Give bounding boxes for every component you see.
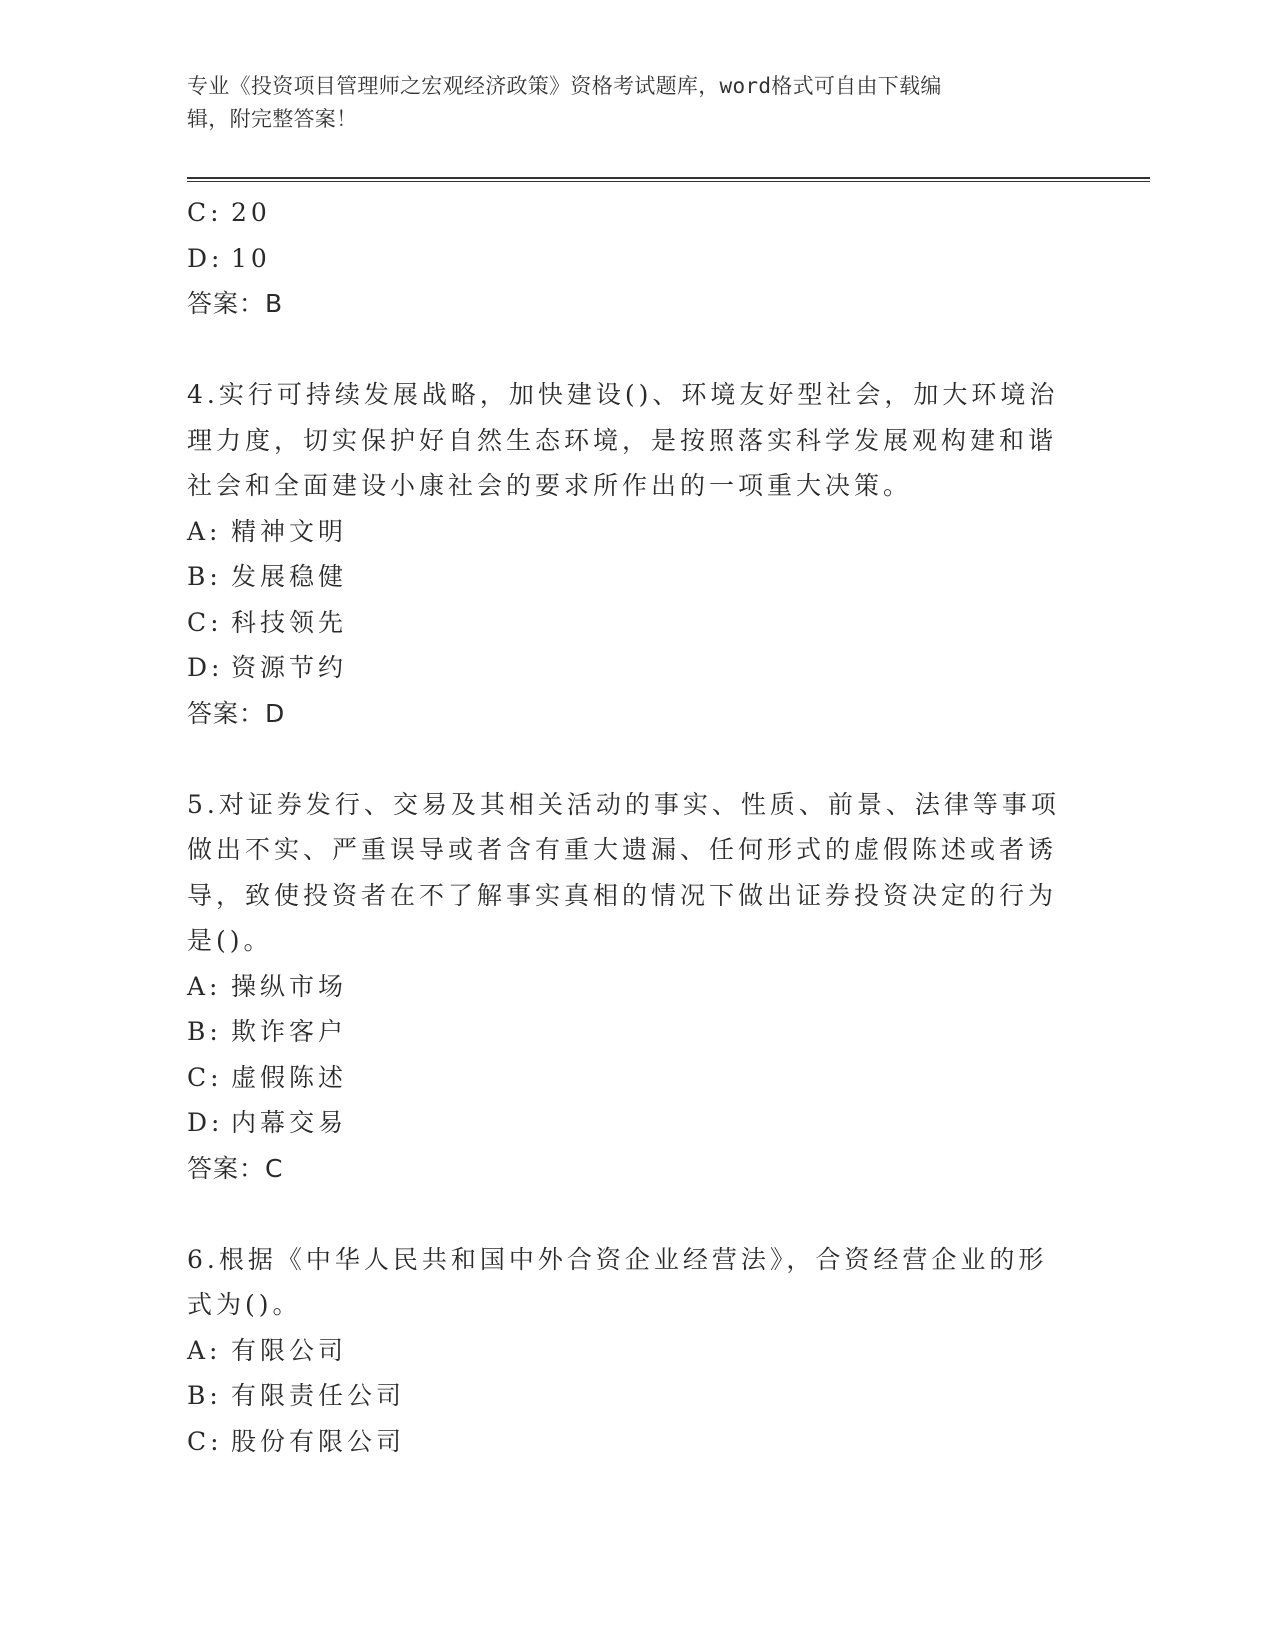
- option-b: [187, 1009, 1067, 1055]
- header-divider: [187, 177, 1150, 182]
- option-key: A:: [187, 516, 222, 546]
- answer-line: 答案：D: [187, 698, 286, 728]
- answer-line: 答案：B: [187, 289, 284, 318]
- option-text: 资源节约: [231, 653, 348, 682]
- document-header: [187, 70, 1067, 136]
- option-text: 有限责任公司: [231, 1381, 406, 1410]
- option-text: 10: [231, 243, 271, 273]
- option-text: 股份有限公司: [231, 1426, 406, 1456]
- option-key: A:: [187, 971, 222, 1001]
- question-stem: [187, 1237, 1067, 1328]
- option-key: C:: [187, 198, 223, 227]
- option-a: [187, 509, 1067, 555]
- stem-line: 6.根据《中华人民共和国中外合资企业经营法》，合资经营企业的形: [187, 1244, 1048, 1274]
- question-stem: [187, 782, 1067, 964]
- option-d: [187, 645, 1067, 691]
- option-key: B:: [187, 1381, 222, 1410]
- option-text: 20: [231, 198, 271, 227]
- stem-line: 做出不实、严重误导或者含有重大遗漏、任何形式的虚假陈述或者诱: [187, 835, 1058, 864]
- option-a: [187, 964, 1067, 1010]
- question-list: [187, 190, 1067, 1464]
- stem-line: 5.对证券发行、交易及其相关活动的事实、性质、前景、法律等事项: [187, 789, 1060, 819]
- option-text: 发展稳健: [231, 562, 348, 591]
- question-6: [187, 1237, 1067, 1465]
- option-c: [187, 190, 1067, 236]
- spacer: [187, 1191, 1067, 1237]
- stem-line: 理力度，切实保护好自然生态环境，是按照落实科学发展观构建和谐: [187, 425, 1058, 455]
- stem-line: 导，致使投资者在不了解事实真相的情况下做出证券投资决定的行为: [187, 880, 1058, 910]
- option-c: [187, 1055, 1067, 1101]
- answer-line: 答案：C: [187, 1153, 284, 1183]
- stem-line: 社会和全面建设小康社会的要求所作出的一项重大决策。: [187, 471, 913, 500]
- stem-line: 4.实行可持续发展战略，加快建设()、环境友好型社会，加大环境治: [187, 380, 1059, 409]
- option-b: [187, 1373, 1067, 1419]
- option-d: [187, 236, 1067, 282]
- option-text: 科技领先: [231, 607, 348, 637]
- question-5: [187, 782, 1067, 1192]
- option-b: [187, 554, 1067, 600]
- option-key: B:: [187, 562, 222, 591]
- option-text: 虚假陈述: [231, 1062, 348, 1092]
- option-c: [187, 1419, 1067, 1465]
- option-text: 精神文明: [231, 516, 348, 546]
- option-key: C:: [187, 1062, 223, 1092]
- option-key: C:: [187, 607, 223, 637]
- question-3-continued: [187, 190, 1067, 327]
- header-line-1: 专业《投资项目管理师之宏观经济政策》资格考试题库，word格式可自由下载编: [187, 74, 942, 98]
- spacer: [187, 736, 1067, 782]
- option-text: 内幕交易: [231, 1108, 348, 1137]
- option-key: D:: [187, 653, 224, 682]
- option-text: 欺诈客户: [231, 1017, 348, 1046]
- option-d: [187, 1100, 1067, 1146]
- option-a: [187, 1328, 1067, 1374]
- option-key: D:: [187, 1108, 224, 1137]
- header-line-2: 辑，附完整答案！: [187, 107, 358, 131]
- stem-line: 是()。: [187, 926, 273, 955]
- spacer: [187, 327, 1067, 373]
- question-stem: [187, 372, 1067, 509]
- option-text: 操纵市场: [231, 971, 348, 1001]
- option-key: D:: [187, 243, 224, 273]
- option-key: B:: [187, 1017, 222, 1046]
- option-c: [187, 600, 1067, 646]
- question-4: [187, 372, 1067, 736]
- option-key: A:: [187, 1335, 222, 1365]
- option-key: C:: [187, 1426, 223, 1456]
- stem-line: 式为()。: [187, 1290, 302, 1319]
- option-text: 有限公司: [231, 1335, 348, 1365]
